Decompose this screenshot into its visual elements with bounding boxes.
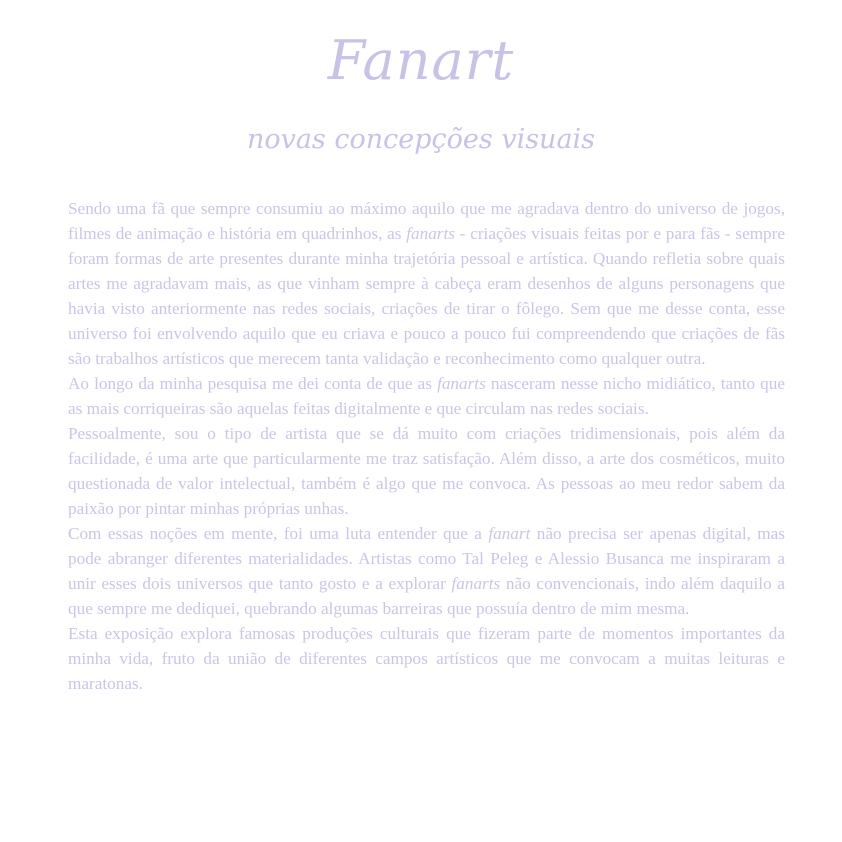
paragraph-2-text-1: Ao longo da minha pesquisa me dei conta de que as — [68, 374, 438, 393]
paragraph-5-text-1: Esta exposição explora famosas produções culturais que fizeram parte de momentos importantes da minha vida, fruto da união de diferentes campos artísticos que me convocam a muitas leituras e maratonas. — [68, 624, 785, 693]
paragraph-4-text-3: não convencionais, indo além daquilo a que sempre me dediquei, quebrando algumas barreiras que possuía dentro de mim mesma. — [68, 574, 785, 618]
paragraph-2 — [68, 371, 785, 421]
paragraph-1-text-1: Sendo uma fã que sempre consumiu ao máximo aquilo que me agradava dentro do universo de jogos, filmes de animação e história em quadrinhos, as — [68, 199, 785, 243]
paragraph-2-italic-fanarts: fanarts — [437, 374, 486, 393]
exhibition-text — [68, 196, 785, 696]
paragraph-4-italic-fanart: fanart — [488, 524, 531, 543]
page-title: Fanart — [327, 29, 515, 92]
paragraph-1-italic-fanarts: fanarts — [406, 224, 455, 243]
paragraph-4-text-1: Com essas noções em mente, foi uma luta entender que a — [68, 524, 489, 543]
paragraph-1-text-2: - criações visuais feitas por e para fãs - sempre foram formas de arte presentes durante minha trajetória pessoal e artística. Quando refletia sobre quais artes me agradavam mais, as que vinham sempre à cabeça eram desenhos de alguns personagens que havia visto anteriormente nas redes sociais, criações de tirar o fôlego. Sem que me desse conta, esse universo foi envolvendo aquilo que eu criava e pouco a pouco fui compreendendo que criações de fãs são trabalhos artísticos que merecem tanta validação e reconhecimento como qualquer outra. — [68, 224, 786, 368]
paragraph-4-text-2: não precisa ser apenas digital, mas pode abranger diferentes materialidades. Artistas como Tal Peleg e Alessio Busanca me inspiraram a unir esses dois universos que tanto gosto e a explorar — [68, 524, 785, 593]
paragraph-2-text-2: nasceram nesse nicho midiático, tanto que as mais corriqueiras são aquelas feitas digitalmente e que circulam nas redes sociais. — [68, 374, 785, 418]
page-subtitle: novas concepções visuais — [246, 124, 596, 155]
paragraph-3 — [68, 421, 785, 521]
paragraph-1 — [68, 196, 785, 371]
paragraph-3-text-1: Pessoalmente, sou o tipo de artista que se dá muito com criações tridimensionais, pois além da facilidade, é uma arte que particularmente me traz satisfação. Além disso, a arte dos cosméticos, muito questionada de valor intelectual, também é algo que me convoca. As pessoas ao meu redor sabem da paixão por pintar minhas próprias unhas. — [68, 424, 785, 518]
paragraph-4 — [68, 521, 785, 621]
paragraph-4-italic-fanarts: fanarts — [451, 574, 501, 593]
paragraph-5 — [68, 621, 785, 696]
